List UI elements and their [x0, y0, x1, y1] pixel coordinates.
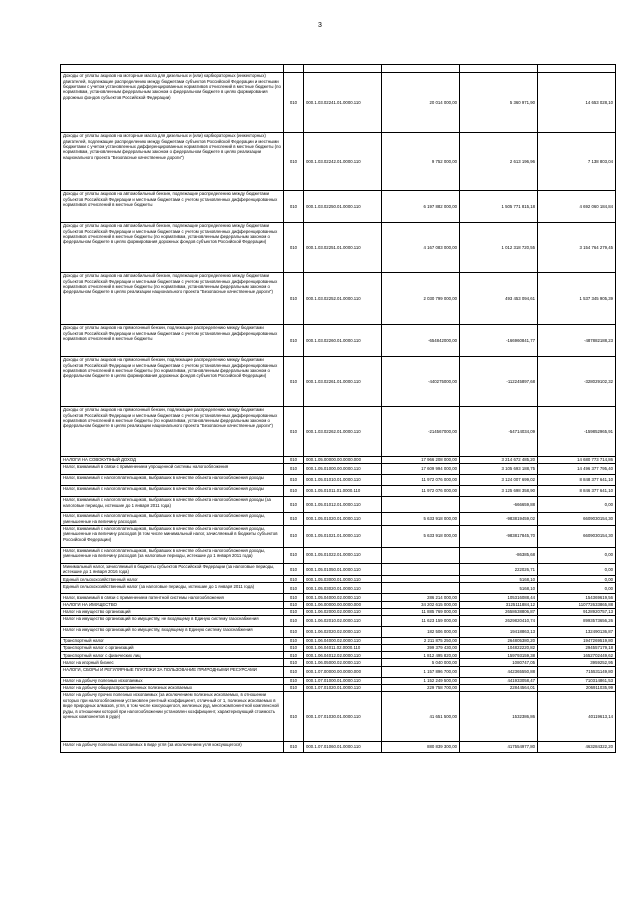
cell-code: 010	[284, 132, 304, 190]
cell-rest: 0,00	[538, 496, 616, 512]
cell-code: 010	[284, 474, 304, 485]
cell-rest: 294557179,18	[538, 645, 616, 652]
cell-kbk: 000.1.06.04000.02.0000.110	[304, 637, 382, 644]
cell-rest: 110772633865,88	[538, 601, 616, 608]
table-row	[61, 594, 616, 601]
cell-code: 010	[284, 456, 304, 463]
cell-code: 010	[284, 563, 304, 576]
cell-fact: -983817845,70	[460, 525, 538, 547]
table-row	[61, 463, 616, 474]
cell-fact: 2629820410,74	[460, 615, 538, 626]
header-cell-name	[61, 65, 284, 73]
cell-kbk: 000.1.05.01010.01.0000.110	[304, 474, 382, 485]
table-row	[61, 406, 616, 456]
cell-rest: 8 846 377 641,10	[538, 485, 616, 496]
cell-plan	[382, 583, 460, 594]
cell-name: Налог, взимаемый с налогоплательщиков, выбравших в качестве объекта налогообложения доходы	[61, 474, 284, 485]
cell-kbk: 000.1.05.01020.01.0000.110	[304, 512, 382, 525]
cell-fact: -983819459,02	[460, 512, 538, 525]
cell-fact: 441933058,47	[460, 677, 538, 684]
cell-rest: 14 680 773 714,86	[538, 456, 616, 463]
table-row	[61, 677, 616, 684]
cell-plan: 5 040 000,00	[382, 659, 460, 666]
cell-name: Единый сельскохозяйственный налог	[61, 576, 284, 583]
cell-fact: 5 360 971,90	[460, 72, 538, 132]
cell-fact: 442365550,88	[460, 666, 538, 677]
header-cell-plan	[382, 65, 460, 73]
table-row	[61, 356, 616, 406]
cell-code: 010	[284, 525, 304, 547]
table-row	[61, 626, 616, 637]
table-row	[61, 659, 616, 666]
cell-code: 010	[284, 608, 304, 615]
cell-name: Налог на добычу полезных ископаемых	[61, 677, 284, 684]
cell-fact: 3 125 698 358,90	[460, 485, 538, 496]
cell-plan: 11 885 769 000,00	[382, 608, 460, 615]
cell-name: Налог на игорный бизнес	[61, 659, 284, 666]
cell-kbk: 000.1.07.01060.01.0000.110	[304, 742, 382, 753]
cell-name: Доходы от уплаты акцизов на автомобильный бензин, подлежащие распределению между бюджетами субъектов Российской Федерации и местными бюджетами с учетом установленных дифференцированных нормативов отчислений в местные бюджеты (по нормативам, установленным федеральным законом о федеральном бюджете в целях реализации национального проекта "Безопасные качественные дороги")	[61, 272, 284, 324]
cell-rest: 0,00	[538, 563, 616, 576]
cell-plan	[382, 576, 460, 583]
cell-rest: 0,00	[538, 576, 616, 583]
cell-code: 010	[284, 692, 304, 742]
table-row	[61, 190, 616, 222]
table-row	[61, 72, 616, 132]
cell-code: 010	[284, 190, 304, 222]
cell-code: 010	[284, 406, 304, 456]
table-row	[61, 666, 616, 677]
cell-kbk: 000.1.05.04000.02.0000.110	[304, 594, 382, 601]
cell-plan: 6 197 882 000,00	[382, 190, 460, 222]
cell-name: Доходы от уплаты акцизов на моторные масла для дизельных и (или) карбюраторных (инжекторных) двигателей, подлежащие распределению между бюджетами субъектов Российской Федерации и местными бюджетами с учетом установленных дифференцированных нормативов отчислений в местные бюджеты (по нормативам, установленным федеральным законом о федеральном бюджете в целях формирования дорожных фондов субъектов Российской Федерации)	[61, 72, 284, 132]
cell-kbk: 000.1.05.01022.01.0000.110	[304, 547, 382, 563]
cell-code: 010	[284, 356, 304, 406]
cell-name: Доходы от уплаты акцизов на автомобильный бензин, подлежащие распределению между бюджетами субъектов Российской Федерации и местными бюджетами с учетом установленных дифференцированных нормативов отчислений в местные бюджеты	[61, 190, 284, 222]
table-row	[61, 684, 616, 691]
table-row	[61, 222, 616, 272]
cell-plan: 34 202 615 000,00	[382, 601, 460, 608]
cell-plan: 11 972 076 000,00	[382, 474, 460, 485]
table-row	[61, 583, 616, 594]
cell-kbk: 000.1.07.00000.00.0000.000	[304, 666, 382, 677]
cell-plan: 5 633 918 000,00	[382, 525, 460, 547]
cell-fact: 19418863,13	[460, 626, 538, 637]
cell-fact: 493 453 094,61	[460, 272, 538, 324]
table-row	[61, 645, 616, 652]
cell-name: Налог, взимаемый в связи с применением патентной системы налогообложения	[61, 594, 284, 601]
cell-plan: 880 839 300,00	[382, 742, 460, 753]
cell-kbk: 000.1.06.02000.02.0000.110	[304, 608, 382, 615]
cell-rest: 463284322,20	[538, 742, 616, 753]
cell-kbk: 000.1.07.01000.01.0000.110	[304, 677, 382, 684]
cell-fact: 1 012 318 720,55	[460, 222, 538, 272]
cell-code: 010	[284, 272, 304, 324]
cell-plan: 41 651 500,00	[382, 692, 460, 742]
cell-code: 010	[284, 72, 304, 132]
cell-fact: 1532386,86	[460, 692, 538, 742]
cell-name: Налог на имущество организаций по имуществу, входящему в Единую систему газоснабжения	[61, 626, 284, 637]
table-row	[61, 576, 616, 583]
cell-code: 010	[284, 547, 304, 563]
cell-plan: -440275000,00	[382, 356, 460, 406]
cell-name: Налог на имущество организаций	[61, 608, 284, 615]
cell-code: 010	[284, 652, 304, 659]
cell-kbk: 000.1.05.01000.00.0000.110	[304, 463, 382, 474]
cell-code: 010	[284, 583, 304, 594]
cell-rest: 14 653 028,10	[538, 72, 616, 132]
cell-rest: -159852965,91	[538, 406, 616, 456]
cell-plan: 9 752 000,00	[382, 132, 460, 190]
cell-rest: 7 138 803,04	[538, 132, 616, 190]
cell-fact: -666659,88	[460, 496, 538, 512]
header-cell-fact	[460, 65, 538, 73]
cell-name: Налог, взимаемый с налогоплательщиков, выбравших в качестве объекта налогообложения доходы (за налоговые периоды, истекшие до 1 января 2011 года)	[61, 496, 284, 512]
cell-plan: 286 214 000,00	[382, 594, 460, 601]
cell-name: Минимальный налог, зачисляемый в бюджеты субъектов Российской Федерации (за налоговые периоды, истекшие до 1 января 2016 года)	[61, 563, 284, 576]
cell-plan: 399 379 430,00	[382, 645, 460, 652]
cell-kbk: 000.1.06.02020.02.0000.110	[304, 626, 382, 637]
cell-plan: 1 152 249 500,00	[382, 677, 460, 684]
cell-code: 010	[284, 659, 304, 666]
cell-name: Доходы от уплаты акцизов на прямогонный бензин, подлежащие распределению между бюджетами субъектов Российской Федерации и местными бюджетами с учетом установленных дифференцированных нормативов отчислений в местные бюджеты	[61, 324, 284, 356]
cell-code: 010	[284, 615, 304, 626]
cell-rest: 206911035,99	[538, 684, 616, 691]
cell-code: 010	[284, 666, 304, 677]
cell-name: Транспортный налог с физических лиц	[61, 652, 284, 659]
cell-name: Транспортный налог	[61, 637, 284, 644]
cell-name: Доходы от уплаты акцизов на моторные масла для дизельных и (или) карбюраторных (инжекторных) двигателей, подлежащие распределению между бюджетами субъектов Российской Федерации и местными бюджетами с учетом установленных дифференцированных нормативов отчислений в местные бюджеты (по нормативам, установленным федеральным законом о федеральном бюджете в целях реализации национального проекта "Безопасные качественные дороги")	[61, 132, 284, 190]
cell-fact: 2 613 196,96	[460, 132, 538, 190]
header-cell-rest	[538, 65, 616, 73]
cell-plan: 182 506 000,00	[382, 626, 460, 637]
table-header-spacer-row	[61, 65, 616, 73]
cell-plan	[382, 496, 460, 512]
table-row	[61, 456, 616, 463]
page-number: 3	[318, 22, 322, 29]
cell-name: Доходы от уплаты акцизов на прямогонный бензин, подлежащие распределению между бюджетами субъектов Российской Федерации и местными бюджетами с учетом установленных дифференцированных нормативов отчислений в местные бюджеты (по нормативам, установленным федеральным законом о федеральном бюджете в целях реализации национального проекта "Безопасные качественные дороги")	[61, 406, 284, 456]
cell-rest: 40119613,14	[538, 692, 616, 742]
table-row	[61, 563, 616, 576]
cell-name: Налог, взимаемый в связи с применением упрощенной системы налогообложения	[61, 463, 284, 474]
cell-kbk: 000.1.03.02261.01.0000.110	[304, 356, 382, 406]
table-row	[61, 132, 616, 190]
table-row	[61, 692, 616, 742]
cell-kbk: 000.1.07.01020.01.0000.110	[304, 684, 382, 691]
cell-kbk: 000.1.05.03000.01.0000.110	[304, 576, 382, 583]
cell-rest: 154369619,56	[538, 594, 616, 601]
cell-rest: 9128920757,13	[538, 608, 616, 615]
cell-name: Налог на добычу прочих полезных ископаемых (за исключением полезных ископаемых, в отношении которых при налогообложении установлен рентный коэффициент, отличный от 1, полезных ископаемых в виде природных алмазов, угля, в том числе коксующегося, железных руд, многокомпонентной комплексной руды, в отношении которой при налогообложении установлен коэффициент, характеризующий стоимость ценных компонентов в руде)	[61, 692, 284, 742]
cell-kbk: 000.1.06.02010.02.0000.110	[304, 615, 382, 626]
cell-rest: 0,00	[538, 583, 616, 594]
cell-name: НАЛОГИ НА СОВОКУПНЫЙ ДОХОД	[61, 456, 284, 463]
table-row	[61, 525, 616, 547]
cell-code: 010	[284, 742, 304, 753]
cell-rest: 1 537 345 905,39	[538, 272, 616, 324]
cell-rest: 8 848 377 641,10	[538, 474, 616, 485]
cell-plan: 17 609 994 000,00	[382, 463, 460, 474]
cell-rest: 8993573656,26	[538, 615, 616, 626]
table-row	[61, 272, 616, 324]
cell-fact: 3125111884,12	[460, 601, 538, 608]
cell-plan: -654842000,00	[382, 324, 460, 356]
cell-kbk: 000.1.03.02251.01.0000.110	[304, 222, 382, 272]
cell-kbk: 000.1.06.00000.00.0000.000	[304, 601, 382, 608]
cell-code: 010	[284, 463, 304, 474]
cell-fact: 5168,10	[460, 583, 538, 594]
cell-name: Доходы от уплаты акцизов на прямогонный бензин, подлежащие распределению между бюджетами субъектов Российской Федерации и местными бюджетами с учетом установленных дифференцированных нормативов отчислений в местные бюджеты (по нормативам, установленным федеральным законом о федеральном бюджете в целях формирования дорожных фондов субъектов Российской Федерации)	[61, 356, 284, 406]
cell-plan: 1 157 896 700,00	[382, 666, 460, 677]
revenue-table-body	[61, 65, 616, 753]
table-row	[61, 324, 616, 356]
cell-fact: 3 214 672 485,20	[460, 456, 538, 463]
cell-code: 010	[284, 645, 304, 652]
cell-rest: 132490136,87	[538, 626, 616, 637]
cell-rest: 0,00	[538, 547, 616, 563]
cell-name: Налог на добычу общераспространенных полезных ископаемых	[61, 684, 284, 691]
table-row	[61, 485, 616, 496]
cell-fact: -112245897,68	[460, 356, 538, 406]
cell-fact: 417554977,80	[460, 742, 538, 753]
cell-plan: 2 211 875 250,00	[382, 637, 460, 644]
table-row	[61, 608, 616, 615]
cell-name: НАЛОГИ НА ИМУЩЕСТВО	[61, 601, 284, 608]
cell-rest: 3 154 764 279,45	[538, 222, 616, 272]
cell-kbk: 000.1.03.02262.01.0000.110	[304, 406, 382, 456]
cell-name: Транспортный налог с организаций	[61, 645, 284, 652]
cell-name: Налог на добычу полезных ископаемых в виде угля (за исключением угля коксующегося)	[61, 742, 284, 753]
cell-kbk: 000.1.07.01030.01.0000.110	[304, 692, 382, 742]
cell-rest: -487882188,23	[538, 324, 616, 356]
table-row	[61, 496, 616, 512]
cell-kbk: 000.1.05.03020.01.0000.110	[304, 583, 382, 594]
cell-fact: 264805380,20	[460, 637, 538, 644]
cell-code: 010	[284, 324, 304, 356]
header-cell-code	[284, 65, 304, 73]
cell-name: Налог на имущество организаций по имуществу, не входящему в Единую систему газоснабжения	[61, 615, 284, 626]
cell-code: 010	[284, 677, 304, 684]
cell-rest: 6609030154,30	[538, 525, 616, 547]
cell-fact: -86385,68	[460, 547, 538, 563]
cell-code: 010	[284, 512, 304, 525]
cell-plan	[382, 547, 460, 563]
cell-plan: 229 758 700,00	[382, 684, 460, 691]
cell-name: Единый сельскохозяйственный налог (за налоговые периоды, истекшие до 1 января 2011 года)	[61, 583, 284, 594]
cell-code: 010	[284, 576, 304, 583]
cell-plan: 11 972 076 000,00	[382, 485, 460, 496]
header-cell-kbk	[304, 65, 382, 73]
cell-code: 010	[284, 626, 304, 637]
cell-plan: 11 623 159 000,00	[382, 615, 460, 626]
cell-rest: -328029102,32	[538, 356, 616, 406]
table-row	[61, 474, 616, 485]
cell-code: 010	[284, 485, 304, 496]
cell-fact: 5168,10	[460, 576, 538, 583]
table-row	[61, 637, 616, 644]
cell-plan: 20 014 000,00	[382, 72, 460, 132]
table-row	[61, 652, 616, 659]
cell-fact: 3 124 007 699,02	[460, 474, 538, 485]
cell-name: Налог, взимаемый с налогоплательщиков, выбравших в качестве объекта налогообложения доходы, уменьшенные на величину расходов (в том числе минимальный налог, зачисляемый в бюджеты субъектов Российской Федерации)	[61, 525, 284, 547]
cell-kbk: 000.1.05.01021.01.0000.110	[304, 525, 382, 547]
cell-kbk: 000.1.05.00000.00.0000.000	[304, 456, 382, 463]
cell-rest: 4 692 060 184,84	[538, 190, 616, 222]
cell-rest: 3959252,95	[538, 659, 616, 666]
cell-code: 010	[284, 601, 304, 608]
cell-rest: 1652702449,62	[538, 652, 616, 659]
cell-plan: 1 812 495 820,00	[382, 652, 460, 659]
cell-plan: 5 633 918 000,00	[382, 512, 460, 525]
cell-kbk: 000.1.03.02242.01.0000.110	[304, 132, 382, 190]
cell-name: Налог, взимаемый с налогоплательщиков, выбравших в качестве объекта налогообложения доходы, уменьшенные на величину расходов (за налоговые периоды, истекшие до 1 января 2011 года)	[61, 547, 284, 563]
table-row	[61, 512, 616, 525]
cell-kbk: 000.1.03.02260.01.0000.110	[304, 324, 382, 356]
table-row	[61, 615, 616, 626]
cell-code: 010	[284, 222, 304, 272]
cell-kbk: 000.1.06.04011.02.0000.110	[304, 645, 382, 652]
table-row	[61, 547, 616, 563]
cell-rest: 6609030154,30	[538, 512, 616, 525]
table-row	[61, 601, 616, 608]
cell-fact: 1 505 771 815,18	[460, 190, 538, 222]
cell-kbk: 000.1.05.01011.01.0000.110	[304, 485, 382, 496]
cell-code: 010	[284, 496, 304, 512]
cell-plan: 2 030 799 000,00	[382, 272, 460, 324]
cell-plan: 17 966 208 000,00	[382, 456, 460, 463]
cell-kbk: 000.1.03.02241.01.0000.110	[304, 72, 382, 132]
cell-name: Налог, взимаемый с налогоплательщиков, выбравших в качестве объекта налогообложения доходы	[61, 485, 284, 496]
table-row	[61, 742, 616, 753]
cell-fact: -54714034,09	[460, 406, 538, 456]
cell-kbk: 000.1.05.01012.01.0000.110	[304, 496, 382, 512]
cell-code: 010	[284, 637, 304, 644]
cell-fact: 222026,71	[460, 563, 538, 576]
cell-fact: 105316088,44	[460, 594, 538, 601]
cell-kbk: 000.1.06.05000.02.0000.110	[304, 659, 382, 666]
revenue-table	[60, 64, 616, 753]
cell-name: Доходы от уплаты акцизов на автомобильный бензин, подлежащие распределению между бюджетами субъектов Российской Федерации и местными бюджетами с учетом установленных дифференцированных нормативов отчислений в местные бюджеты (по нормативам, установленным федеральным законом о федеральном бюджете в целях формирования дорожных фондов субъектов Российской Федерации)	[61, 222, 284, 272]
cell-fact: 22844564,01	[460, 684, 538, 691]
cell-fact: 1080747,05	[460, 659, 538, 666]
cell-fact: -166960841,77	[460, 324, 538, 356]
cell-rest: 715531149,80	[538, 666, 616, 677]
cell-fact: 159793159,38	[460, 652, 538, 659]
cell-kbk: 000.1.05.01050.01.0000.110	[304, 563, 382, 576]
cell-plan: -214567000,00	[382, 406, 460, 456]
cell-kbk: 000.1.03.02250.01.0000.110	[304, 190, 382, 222]
cell-name: Налог, взимаемый с налогоплательщиков, выбравших в качестве объекта налогообложения доходы, уменьшенные на величину расходов	[61, 512, 284, 525]
cell-name: НАЛОГИ, СБОРЫ И РЕГУЛЯРНЫЕ ПЛАТЕЖИ ЗА ПОЛЬЗОВАНИЕ ПРИРОДНЫМИ РЕСУРСАМИ	[61, 666, 284, 677]
cell-fact: 2658638806,87	[460, 608, 538, 615]
cell-fact: 3 105 693 188,75	[460, 463, 538, 474]
cell-kbk: 000.1.06.04012.02.0000.110	[304, 652, 382, 659]
cell-kbk: 000.1.03.02252.01.0000.110	[304, 272, 382, 324]
cell-rest: 710314861,53	[538, 677, 616, 684]
cell-code: 010	[284, 684, 304, 691]
cell-rest: 1947269519,80	[538, 637, 616, 644]
cell-code: 010	[284, 594, 304, 601]
cell-plan: 4 167 083 000,00	[382, 222, 460, 272]
cell-plan	[382, 563, 460, 576]
cell-rest: 14 496 377 795,40	[538, 463, 616, 474]
cell-fact: 104822220,82	[460, 645, 538, 652]
